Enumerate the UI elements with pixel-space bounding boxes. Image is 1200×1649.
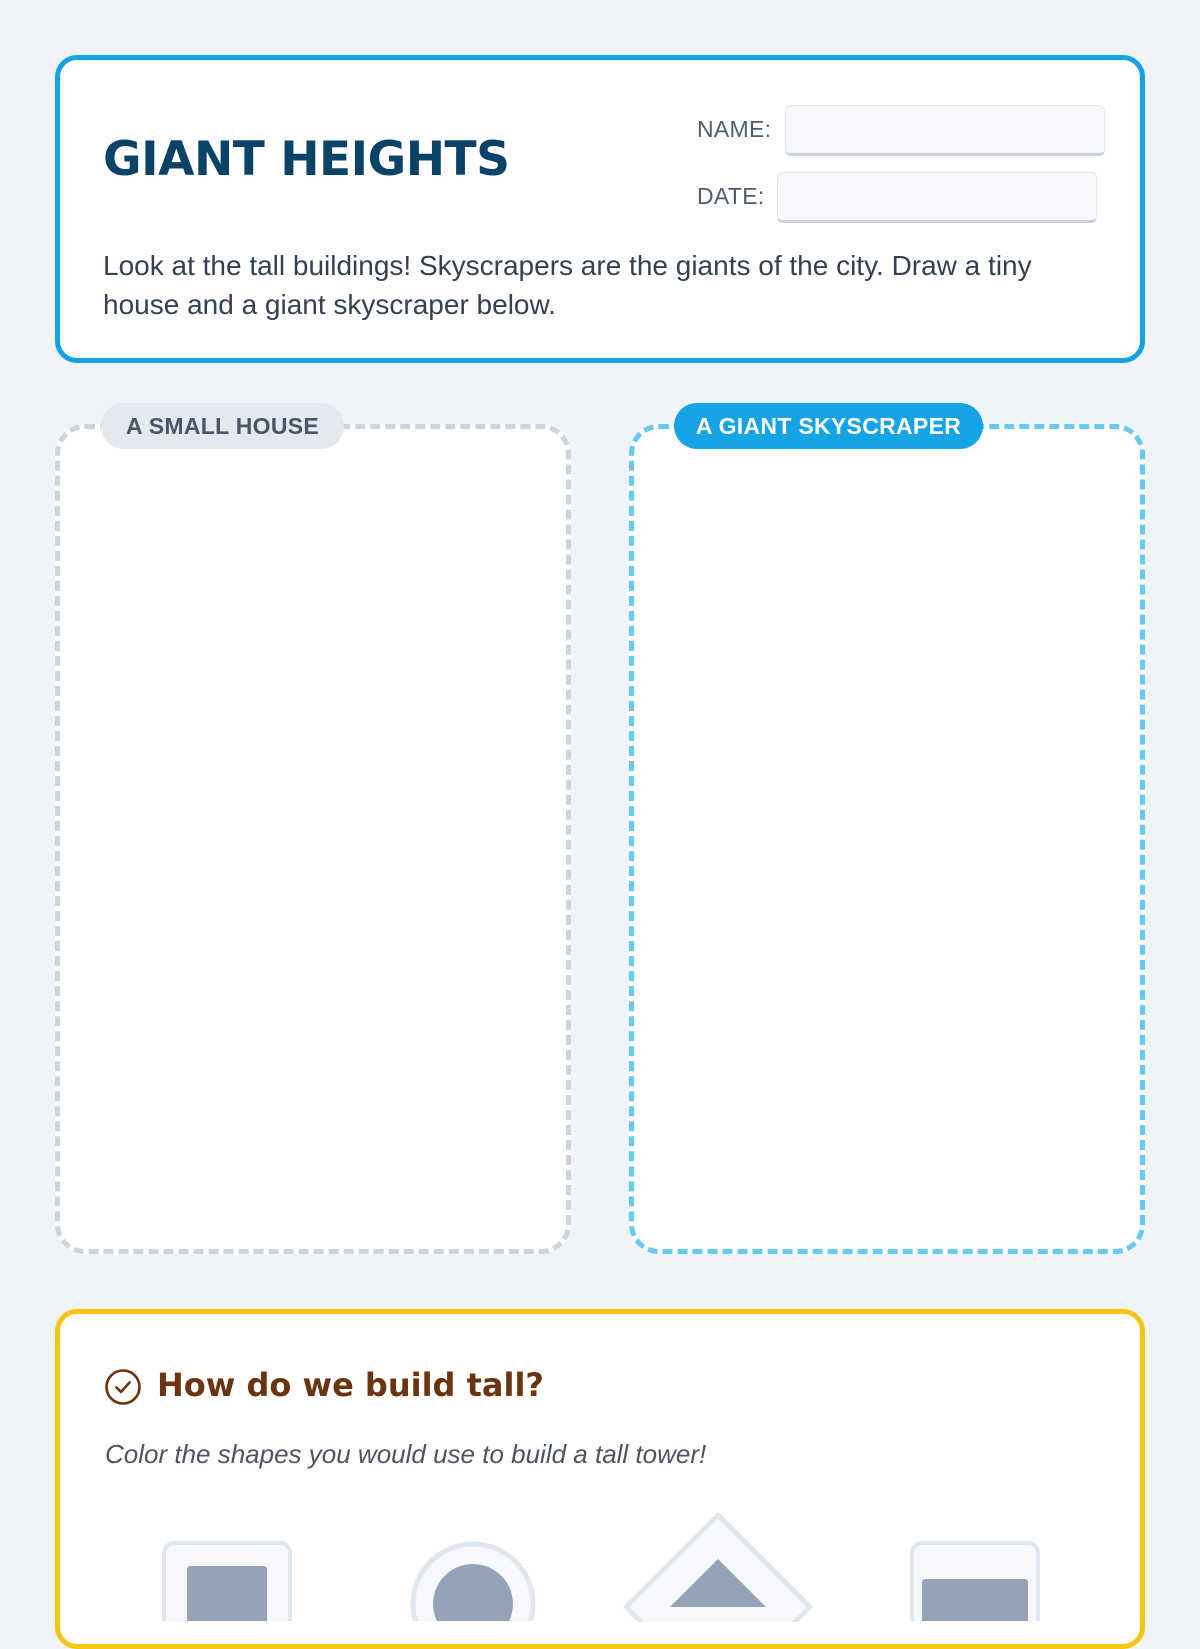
skyscraper-label: A GIANT SKYSCRAPER [674, 403, 983, 449]
name-field[interactable] [785, 105, 1105, 156]
intro-text: Look at the tall buildings! Skyscrapers are the giants of the city. Draw a tiny house and a giant skyscraper below. [103, 250, 1032, 320]
small-house-label: A SMALL HOUSE [101, 403, 344, 449]
date-label: DATE: [697, 183, 765, 209]
skyscraper-drawing-area[interactable] [629, 424, 1145, 1254]
build-section-title: How do we build tall? [157, 1366, 544, 1404]
date-field[interactable] [777, 172, 1097, 223]
small-house-drawing-area[interactable] [55, 424, 571, 1254]
rectangle-icon[interactable] [910, 1541, 1040, 1621]
build-section-instruction: Color the shapes you would use to build a tall tower! [105, 1439, 707, 1469]
check-circle-icon [104, 1368, 142, 1406]
name-label: NAME: [697, 116, 772, 142]
square-icon[interactable] [162, 1541, 292, 1621]
build-tall-card [55, 1309, 1145, 1649]
circle-icon[interactable] [410, 1541, 540, 1621]
header-card [55, 55, 1145, 363]
triangle-icon[interactable] [623, 1512, 813, 1622]
page-title: GIANT HEIGHTS [103, 132, 510, 187]
